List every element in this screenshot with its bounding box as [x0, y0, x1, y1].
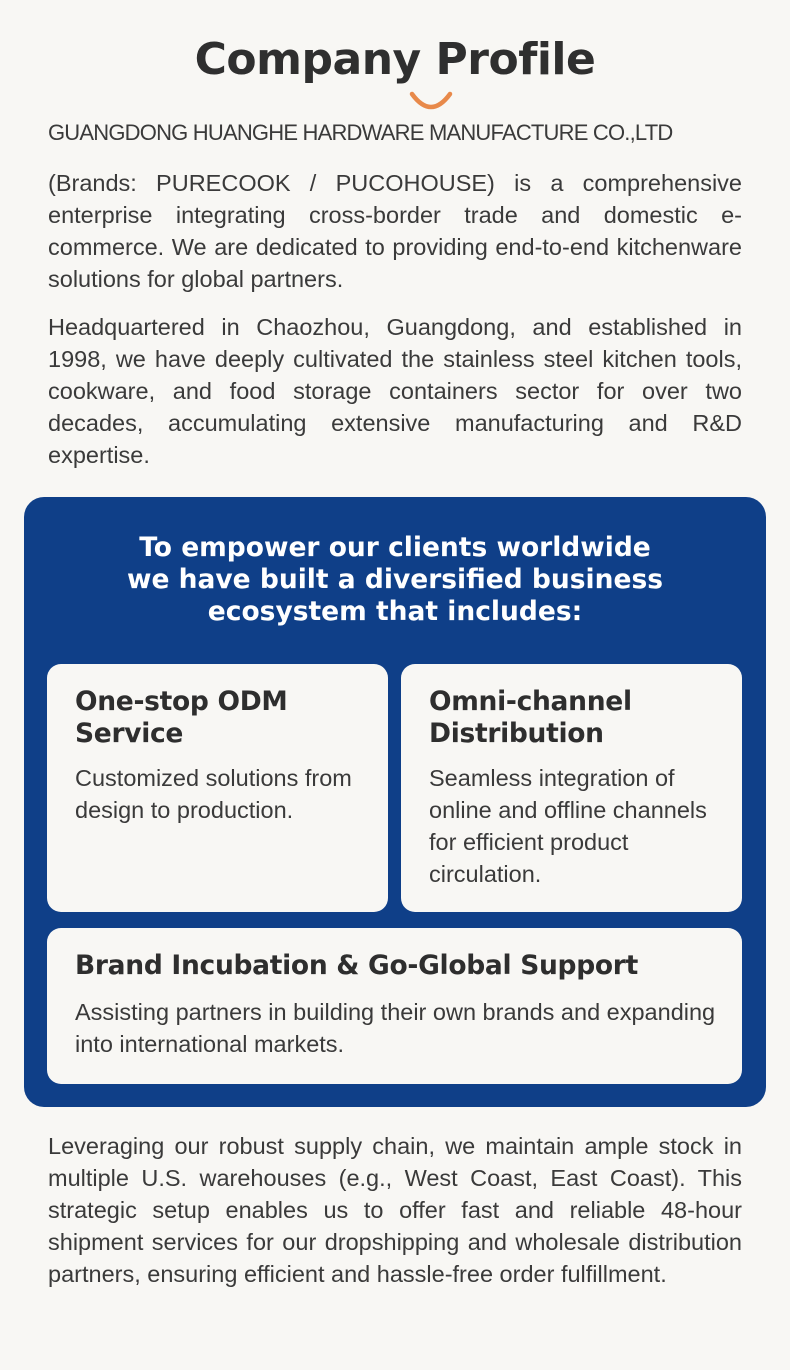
- card-brand-incubation: [47, 928, 742, 1084]
- page-title: Company Profile: [194, 34, 596, 85]
- intro-paragraph-brands: (Brands: PURECOOK / PUCOHOUSE) is a comprehensive enterprise integrating cross-border trade and domestic e-commerce. We are dedicated to providing end-to-end kitchenware solutions for global partners.: [48, 170, 742, 292]
- card-title: Brand Incubation & Go-Global Support: [75, 950, 638, 981]
- ecosystem-heading-line: ecosystem that includes:: [207, 596, 583, 627]
- card-odm-service: [47, 664, 388, 912]
- ecosystem-heading-line: we have built a diversified business: [126, 564, 664, 595]
- card-description: Customized solutions from design to production.: [75, 765, 352, 823]
- card-description: Seamless integration of online and offline channels for efficient product circulation.: [429, 765, 707, 887]
- ecosystem-heading: [24, 532, 766, 628]
- card-title: One-stop ODM Service: [75, 686, 288, 749]
- smile-accent-icon: [408, 90, 454, 112]
- card-title: Omni-channel Distribution: [429, 686, 632, 749]
- intro-paragraph-history: Headquartered in Chaozhou, Guangdong, and established in 1998, we have deeply cultivated the stainless steel kitchen tools, cookware, and food storage containers sector for over two decades, accumulating extensive manufacturing and R&D expertise.: [48, 314, 742, 468]
- ecosystem-heading-line: To empower our clients worldwide: [139, 532, 651, 563]
- closing-paragraph: Leveraging our robust supply chain, we maintain ample stock in multiple U.S. warehouses (e.g., West Coast, East Coast). This strategic setup enables us to offer fast and reliable 48-hour shipment services for our dropshipping and wholesale distribution partners, ensuring efficient and hassle-free order fulfillment.: [48, 1133, 742, 1287]
- company-name: GUANGDONG HUANGHE HARDWARE MANUFACTURE CO.,LTD: [48, 120, 673, 145]
- card-omni-channel: [401, 664, 742, 912]
- card-description: Assisting partners in building their own brands and expanding into international markets.: [75, 999, 716, 1057]
- ecosystem-panel: [24, 497, 766, 1107]
